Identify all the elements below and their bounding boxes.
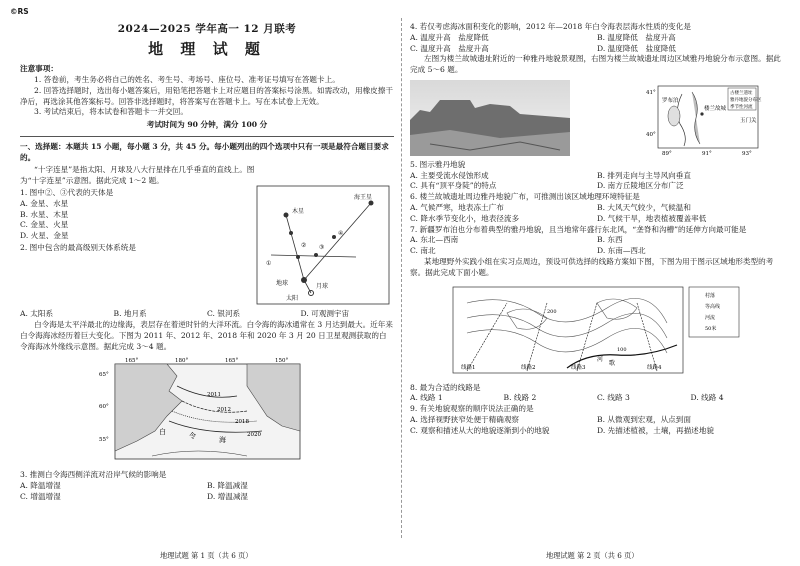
option: B. 排列走向与主导风向垂直 <box>597 170 691 180</box>
section-heading: 一、选择题：本题共 15 小题，每小题 3 分，共 45 分。每小题列出的四个选项中只有一项是最符合题目要求的。 <box>20 141 389 162</box>
river-label: 河 <box>597 355 604 363</box>
map-lon-label: 165° <box>225 358 239 365</box>
map2-legend-item: 雅丹地貌分布区 <box>730 97 762 103</box>
route-label: 线路4 <box>647 364 662 371</box>
page-left <box>20 22 394 503</box>
option: C. 观察和描述从大的地貌逐渐到小的地貌 <box>410 425 550 435</box>
header-rule <box>20 136 394 137</box>
map2-lake: 罗布泊 <box>662 97 679 104</box>
option: C. 降水季节变化小，地表径流多 <box>410 213 520 223</box>
option: D. 火星、金星 <box>20 231 69 241</box>
map-lon-label: 150° <box>275 358 289 365</box>
map-lat-label: 55° <box>99 437 109 444</box>
river-label: 歌 <box>609 359 616 367</box>
question-stem: 3. 推测白令海西侧洋流对沿岸气候的影响是 <box>20 470 167 480</box>
map-lon-label: 180° <box>175 358 189 365</box>
option: B. 降温减湿 <box>207 481 248 491</box>
page-footer: 地理试题 第 1 页（共 6 页） <box>160 551 253 560</box>
label-n3: ③ <box>319 244 325 252</box>
map-sea-label: 海 <box>219 436 226 445</box>
route-label: 线路1 <box>461 364 476 371</box>
option: D. 可观测宇宙 <box>300 309 350 319</box>
exam-title: 2024—2025 学年高一 12 月联考 <box>117 23 297 35</box>
notice-title: 注意事项： <box>20 64 58 74</box>
option: A. 太阳系 <box>20 309 54 319</box>
option: C. 线路 3 <box>597 393 630 403</box>
map2-lat: 40° <box>646 131 656 138</box>
option: C. 具有“顶平身陡”的特点 <box>410 181 497 191</box>
option: A. 主要受流水侵蚀形成 <box>410 170 489 180</box>
label-moon: 月球 <box>316 283 329 291</box>
map2-lon: 89° <box>662 150 672 156</box>
option: D. 东南—西北 <box>597 246 646 256</box>
brand-logo: ©RS <box>10 7 29 16</box>
option: D. 先描述植被，土壤，再描述地貌 <box>597 425 714 435</box>
map2-lat: 41° <box>646 89 656 96</box>
question-stem: 6. 楼兰故城遗址周边雅丹地貌广布，可推测出该区域地理环境特征是 <box>410 192 640 202</box>
map2-legend-item: 古楼兰遗址 <box>730 90 753 96</box>
page-right <box>410 22 784 436</box>
cross-planets-diagram <box>256 185 390 305</box>
question-stem: 5. 图示雅丹地貌 <box>410 159 466 169</box>
option: A. 气候严寒，地表冻土广布 <box>410 203 504 213</box>
option: B. 从微观到宏观，从点到面 <box>597 414 691 424</box>
page-footer: 地理试题 第 2 页（共 6 页） <box>546 551 639 560</box>
passage-text: 某地理野外实践小组在实习点周边，预设可供选择的线路方案如下图，下图为用于图示区域地形类型的考察。据此完成下面小题。 <box>410 256 774 277</box>
label-sun: 太阳 <box>286 295 299 303</box>
option: C. 增温增湿 <box>20 491 61 501</box>
question-stem: 4. 若仅考虑海冰面积变化的影响，2012 年—2018 年白令海表层海水性质的变化是 <box>410 22 691 31</box>
notice-item: 3. 考试结束后，将本试卷和答题卡一并交回。 <box>34 107 188 117</box>
option: A. 东北—西南 <box>410 235 459 245</box>
question-stem: 9. 有关地貌观察的顺序说法正确的是 <box>410 404 534 414</box>
exam-subject: 地 理 试 题 <box>148 39 266 58</box>
option: D. 增温减湿 <box>207 491 249 501</box>
map3-legend-item: 等高线 <box>705 303 721 310</box>
question-stem: 8. 最为合适的线路是 <box>410 382 481 392</box>
map-sea-label: 白 <box>159 428 166 437</box>
map3-legend-item: 河流 <box>705 314 716 321</box>
option: D. 温度降低 盐度降低 <box>597 43 676 53</box>
notice-item: 2. 回答选择题时，选出每小题答案后，用铅笔把答题卡上对应题目的答案标号涂黑。如需改动，用橡皮擦干净后，再选涂其他答案标号。回答非选择题时，将答案写在答题卡上。写在本试卷上无效。 <box>20 85 393 106</box>
option: B. 大风天气较少，气候温和 <box>597 203 691 213</box>
yardang-photo <box>410 80 570 156</box>
route-label: 线路3 <box>571 364 586 371</box>
question-stem: 1. 图中②、③代表的天体是 <box>20 188 114 198</box>
option: D. 气候干旱，地表植被覆盖率低 <box>597 213 707 223</box>
option: A. 选择视野狭窄处便于精确观察 <box>410 414 520 424</box>
map2-site: 楼兰故城 <box>704 105 727 112</box>
label-earth: 地球 <box>276 280 289 288</box>
option: B. 水星、木星 <box>20 209 69 219</box>
option: A. 线路 1 <box>410 393 443 403</box>
map3-legend-item: 村落 <box>705 292 716 299</box>
route-label: 线路2 <box>521 364 536 371</box>
option: A. 温度升高 盐度降低 <box>410 32 489 42</box>
exam-time: 考试时间为 90 分钟，满分 100 分 <box>146 120 268 130</box>
option: D. 线路 4 <box>690 393 724 403</box>
map-year-label: 2018 <box>235 419 249 426</box>
passage-text: 左图为楼兰故城遗址附近的一种雅丹地貌景观图，右图为楼兰故城遗址周边区域雅丹地貌分布示意图。据此完成 5～6 题。 <box>410 54 781 75</box>
page-divider <box>401 18 402 538</box>
option: C. 金星、火星 <box>20 220 69 230</box>
map-sea-label: 令 <box>189 432 196 441</box>
label-n1: ① <box>266 260 272 268</box>
option: B. 地月系 <box>113 309 147 319</box>
map-year-label: 2020 <box>247 432 261 439</box>
contour-label: 200 <box>547 308 557 315</box>
map3-legend-item: 50米 <box>705 325 717 332</box>
label-n4: ④ <box>338 230 344 238</box>
bering-sea-ice-map <box>97 356 317 466</box>
map2-city: 玉门关 <box>740 117 757 124</box>
question-stem: 7. 新疆罗布泊也分布着典型的雅丹地貌，且当地常年盛行东北风，“垄脊和沟槽”的延伸方向最可能是 <box>410 224 747 234</box>
map-lat-label: 60° <box>99 404 109 411</box>
option: C. 银河系 <box>207 309 241 319</box>
contour-route-map <box>447 283 747 379</box>
option: D. 南方丘陵地区分布广泛 <box>597 181 684 191</box>
label-n2: ② <box>301 242 307 250</box>
option: A. 降温增湿 <box>20 481 61 491</box>
yardang-distribution-map <box>644 80 784 156</box>
map2-legend-item: 季节性河流 <box>730 104 753 110</box>
option: C. 南北 <box>410 246 436 256</box>
option: A. 金星、水星 <box>20 198 69 208</box>
map-lon-label: 165° <box>125 358 139 365</box>
map-year-label: 2011 <box>207 392 221 399</box>
map-year-label: 2012 <box>217 407 231 414</box>
notice-item: 1. 答卷前，考生务必将自己的姓名、考生号、考场号、座位号、准考证号填写在答题卡上。 <box>34 74 340 84</box>
option: B. 线路 2 <box>503 393 537 403</box>
passage-text: “十字连星”是指太阳、月球及八大行星排在几乎垂直的直线上。图为“十字连星”示意图。据此完成 1～2 题。 <box>20 165 255 186</box>
option: B. 东西 <box>597 235 623 245</box>
question-stem: 2. 图中包含的最高级别天体系统是 <box>20 242 136 252</box>
passage-text: 白令海是太平洋最北的边缘海，表层存在着逆时针的大洋环流。白令海的海冰通常在 3 月达到最大。近年来白令海海冰经历着巨大变化。下图为 2011 年、2012 年、2018 年和 2020 年 3 月 20 日卫星观测获取的白令海海冰外缘线示意图。据此完成 3～4 题。 <box>20 320 393 351</box>
option: C. 温度升高 盐度升高 <box>410 43 489 53</box>
option: B. 温度降低 盐度升高 <box>597 32 676 42</box>
map2-lon: 93° <box>742 150 752 156</box>
map2-lon: 91° <box>702 150 712 156</box>
label-neptune: 海王星 <box>354 194 373 202</box>
contour-label: 100 <box>617 346 627 353</box>
map-lat-label: 65° <box>99 372 109 379</box>
label-jupiter: 木星 <box>292 208 305 216</box>
